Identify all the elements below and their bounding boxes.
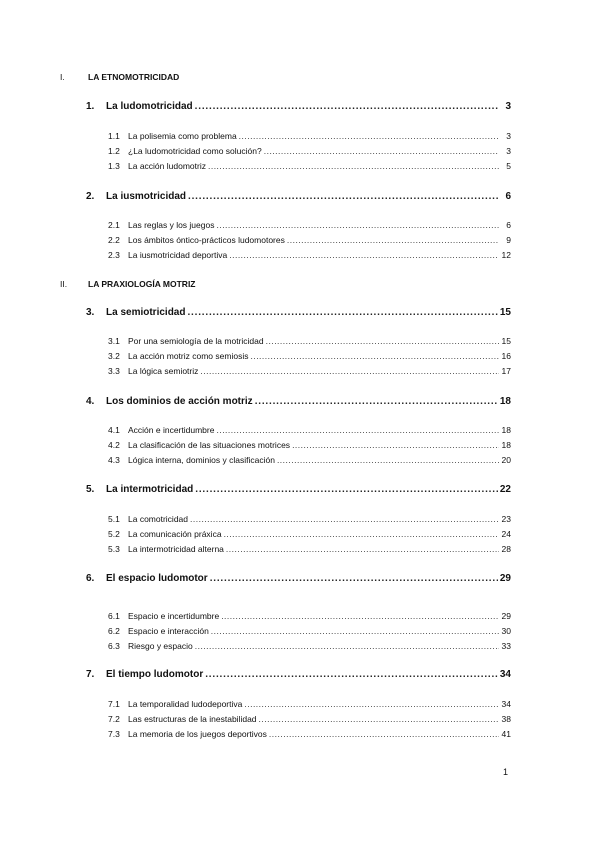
- toc-chapter-entry[interactable]: [86, 191, 511, 202]
- section-number: 3.3: [108, 366, 120, 376]
- dot-leader: [266, 336, 499, 346]
- dot-leader: [292, 440, 499, 450]
- part-numeral: II.: [60, 279, 68, 289]
- dot-leader: [287, 235, 499, 245]
- dot-leader: [208, 161, 499, 171]
- dot-leader: [277, 455, 499, 465]
- toc-chapter-entry[interactable]: [86, 573, 511, 584]
- dot-leader: [221, 611, 499, 621]
- section-number: 5.1: [108, 514, 120, 524]
- chapter-title: El tiempo ludomotor: [106, 669, 204, 680]
- chapter-title: La ludomotricidad: [106, 101, 193, 112]
- toc-section-entry[interactable]: [108, 641, 511, 651]
- toc-section-entry[interactable]: [108, 729, 511, 739]
- section-number: 3.2: [108, 351, 120, 361]
- section-title: Espacio e incertidumbre: [128, 611, 220, 621]
- chapter-number: 6.: [86, 573, 95, 584]
- footer-page-number: 1: [502, 767, 508, 777]
- dot-leader: [195, 484, 498, 495]
- toc-chapter-entry[interactable]: [86, 669, 511, 680]
- toc-section-entry[interactable]: [108, 351, 511, 361]
- part-heading: [60, 279, 196, 289]
- toc-chapter-entry[interactable]: [86, 101, 511, 112]
- section-number: 1.1: [108, 131, 120, 141]
- toc-chapter-entry[interactable]: [86, 396, 511, 407]
- chapter-number: 2.: [86, 191, 95, 202]
- chapter-number: 5.: [86, 484, 95, 495]
- chapter-title: La semiotricidad: [106, 307, 186, 318]
- toc-section-entry[interactable]: [108, 699, 511, 709]
- chapter-page-number: 15: [499, 307, 511, 318]
- chapter-page-number: 3: [505, 101, 511, 112]
- section-page-number: 41: [501, 729, 511, 739]
- section-title: Los ámbitos óntico-prácticos ludomotores: [128, 235, 285, 245]
- section-page-number: 38: [501, 714, 511, 724]
- section-number: 2.3: [108, 250, 120, 260]
- toc-chapter-entry[interactable]: [86, 307, 511, 318]
- section-title: La clasificación de las situaciones motrices: [128, 440, 291, 450]
- dot-leader: [216, 425, 499, 435]
- section-number: 6.3: [108, 641, 120, 651]
- dot-leader: [244, 699, 499, 709]
- toc-section-entry[interactable]: [108, 366, 511, 376]
- section-page-number: 9: [506, 235, 511, 245]
- toc-section-entry[interactable]: [108, 440, 511, 450]
- section-page-number: 20: [501, 455, 511, 465]
- dot-leader: [229, 250, 499, 260]
- part-title: LA ETNOMOTRICIDAD: [88, 72, 180, 82]
- toc-section-entry[interactable]: [108, 336, 511, 346]
- chapter-number: 4.: [86, 396, 95, 407]
- section-title: La memoria de los juegos deportivos: [128, 729, 267, 739]
- dot-leader: [264, 146, 499, 156]
- section-title: La iusmotricidad deportiva: [128, 250, 228, 260]
- section-title: Las estructuras de la inestabilidad: [128, 714, 257, 724]
- section-page-number: 18: [501, 425, 511, 435]
- section-page-number: 17: [501, 366, 511, 376]
- section-number: 5.2: [108, 529, 120, 539]
- dot-leader: [190, 514, 499, 524]
- section-page-number: 3: [506, 146, 511, 156]
- dot-leader: [205, 669, 498, 680]
- chapter-number: 3.: [86, 307, 95, 318]
- section-page-number: 15: [501, 336, 511, 346]
- toc-section-entry[interactable]: [108, 250, 511, 260]
- toc-section-entry[interactable]: [108, 220, 511, 230]
- section-page-number: 24: [501, 529, 511, 539]
- section-title: Las reglas y los juegos: [128, 220, 215, 230]
- section-number: 2.1: [108, 220, 120, 230]
- toc-section-entry[interactable]: [108, 455, 511, 465]
- dot-leader: [188, 191, 499, 202]
- chapter-number: 7.: [86, 669, 95, 680]
- dot-leader: [239, 131, 499, 141]
- section-title: Lógica interna, dominios y clasificación: [128, 455, 275, 465]
- chapter-page-number: 22: [499, 484, 511, 495]
- chapter-title: La iusmotricidad: [106, 191, 187, 202]
- section-title: Acción e incertidumbre: [128, 425, 215, 435]
- part-title: LA PRAXIOLOGÍA MOTRIZ: [88, 279, 196, 289]
- chapter-page-number: 18: [499, 396, 511, 407]
- section-page-number: 30: [501, 626, 511, 636]
- section-page-number: 16: [501, 351, 511, 361]
- section-page-number: 28: [501, 544, 511, 554]
- dot-leader: [224, 529, 499, 539]
- chapter-page-number: 29: [499, 573, 511, 584]
- dot-leader: [200, 366, 499, 376]
- section-number: 7.2: [108, 714, 120, 724]
- section-title: La lógica semiotriz: [128, 366, 199, 376]
- section-title: La comotricidad: [128, 514, 189, 524]
- section-title: La polisemia como problema: [128, 131, 237, 141]
- toc-section-entry[interactable]: [108, 131, 511, 141]
- section-title: La comunicación práxica: [128, 529, 222, 539]
- section-number: 6.1: [108, 611, 120, 621]
- section-number: 7.3: [108, 729, 120, 739]
- dot-leader: [259, 714, 499, 724]
- section-title: La acción motriz como semiosis: [128, 351, 249, 361]
- dot-leader: [250, 351, 499, 361]
- section-number: 2.2: [108, 235, 120, 245]
- chapter-title: La intermotricidad: [106, 484, 194, 495]
- section-title: Riesgo y espacio: [128, 641, 193, 651]
- section-number: 1.3: [108, 161, 120, 171]
- section-number: 5.3: [108, 544, 120, 554]
- section-page-number: 23: [501, 514, 511, 524]
- section-number: 6.2: [108, 626, 120, 636]
- section-number: 3.1: [108, 336, 120, 346]
- toc-section-entry[interactable]: [108, 425, 511, 435]
- toc-section-entry[interactable]: [108, 235, 511, 245]
- section-title: ¿La ludomotricidad como solución?: [128, 146, 262, 156]
- toc-section-entry[interactable]: [108, 611, 511, 621]
- toc-section-entry[interactable]: [108, 626, 511, 636]
- dot-leader: [269, 729, 499, 739]
- section-title: Espacio e interacción: [128, 626, 209, 636]
- dot-leader: [195, 641, 499, 651]
- chapter-title: Los dominios de acción motriz: [106, 396, 253, 407]
- section-page-number: 3: [506, 131, 511, 141]
- chapter-page-number: 6: [505, 191, 511, 202]
- dot-leader: [187, 307, 497, 318]
- section-title: La temporalidad ludodeportiva: [128, 699, 243, 709]
- section-page-number: 18: [501, 440, 511, 450]
- toc-section-entry[interactable]: [108, 544, 511, 554]
- dot-leader: [211, 626, 499, 636]
- dot-leader: [195, 101, 499, 112]
- chapter-number: 1.: [86, 101, 95, 112]
- section-title: Por una semiología de la motricidad: [128, 336, 264, 346]
- part-heading: [60, 72, 179, 82]
- section-number: 7.1: [108, 699, 120, 709]
- toc-section-entry[interactable]: [108, 714, 511, 724]
- section-number: 1.2: [108, 146, 120, 156]
- dot-leader: [255, 396, 498, 407]
- section-number: 4.2: [108, 440, 120, 450]
- dot-leader: [226, 544, 499, 554]
- section-title: La acción ludomotriz: [128, 161, 206, 171]
- dot-leader: [216, 220, 499, 230]
- section-page-number: 29: [501, 611, 511, 621]
- toc-section-entry[interactable]: [108, 514, 511, 524]
- dot-leader: [210, 573, 498, 584]
- section-page-number: 5: [506, 161, 511, 171]
- toc-section-entry[interactable]: [108, 161, 511, 171]
- section-page-number: 12: [501, 250, 511, 260]
- toc-section-entry[interactable]: [108, 146, 511, 156]
- section-page-number: 34: [501, 699, 511, 709]
- toc-chapter-entry[interactable]: [86, 484, 511, 495]
- chapter-page-number: 34: [499, 669, 511, 680]
- section-title: La intermotricidad alterna: [128, 544, 224, 554]
- section-number: 4.3: [108, 455, 120, 465]
- toc-section-entry[interactable]: [108, 529, 511, 539]
- section-number: 4.1: [108, 425, 120, 435]
- part-numeral: I.: [60, 72, 65, 82]
- section-page-number: 33: [501, 641, 511, 651]
- section-page-number: 6: [506, 220, 511, 230]
- chapter-title: El espacio ludomotor: [106, 573, 208, 584]
